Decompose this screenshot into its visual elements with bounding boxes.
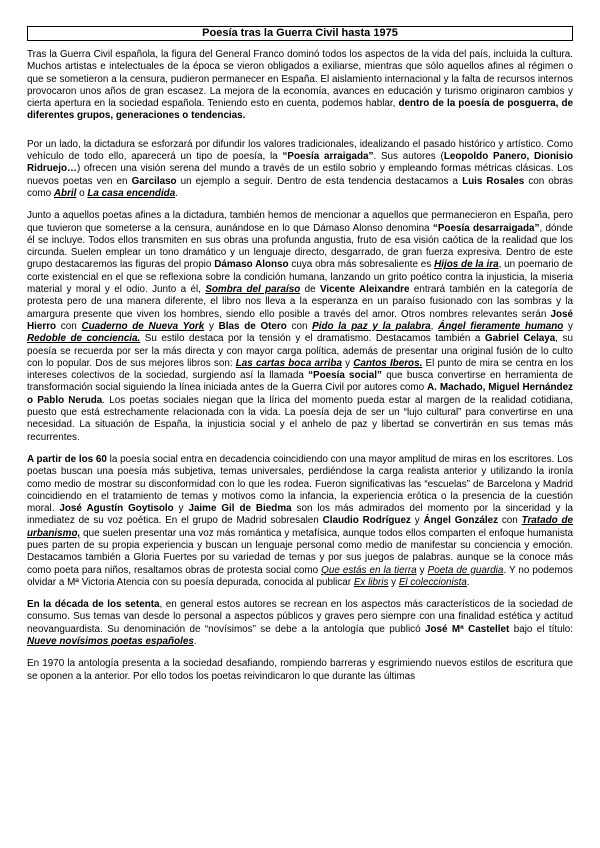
bold-span: Leopoldo Panero, Dionisio Ridruejo… xyxy=(27,151,573,175)
work-title: Tratado de urbanismo, xyxy=(27,515,573,539)
text-span: con obras como xyxy=(27,175,573,199)
work-title: La casa encendida xyxy=(87,187,176,199)
text-span: con xyxy=(286,320,313,332)
text-span: y xyxy=(204,320,219,332)
bold-span: En la década de los setenta xyxy=(27,599,160,611)
work-title: Ex libris xyxy=(353,576,389,588)
text-span: la poesía social entra en decadencia coincidiendo con una mayor amplitud de miras en los escritores. Los poetas buscan una poesía más subjetiva, temas universales, perdiéndose la carga realista anterior y utilizando la ironía como medio de mostrar su disconformidad con lo que les rodea. Fueron significativas las “escuelas” de Barcelona y Madrid coincidiendo en el tratamiento de temas y motivos como la infancia, la experiencia erótica o la presencia de la cuestión moral. xyxy=(27,453,573,515)
bold-span: Luis Rosales xyxy=(462,175,525,187)
paragraph-intro xyxy=(27,49,573,123)
text-span: Por un lado, la dictadura se esforzará por difundir los valores tradicionales, idealizando el pasado histórico y artístico. Como vehículo de todo ello, aparecerá un tipo de poesía, la xyxy=(27,138,573,163)
bold-span: José Mª Castellet xyxy=(424,623,510,635)
bold-span: “Poesía desarraigada” xyxy=(432,222,540,234)
text-span: que busca convertirse en herramienta de transformación social siguiendo la línea iniciada antes de la Guerra Civil por autores como xyxy=(27,370,574,394)
bold-span: Dámaso Alonso xyxy=(214,259,289,271)
work-title: Redoble de conciencia. xyxy=(27,333,141,345)
text-span: son los más admirados del momento por la sinceridad y la inmediatez de su voz poética. En el grupo de Madrid sobresalen xyxy=(27,503,573,527)
text-span: . xyxy=(175,187,178,199)
text-span: ) ofrecen una visión serena del mundo a través de un estilo sobrio y empleando formas métricas clásicas. Los nuevos poetas ven en xyxy=(27,163,573,187)
document-title: Poesía tras la Guerra Civil hasta 1975 xyxy=(27,26,573,41)
text-span: . Sus autores ( xyxy=(373,151,444,163)
text-span: y xyxy=(416,564,428,576)
work-title: Hijos de la ira xyxy=(434,259,499,271)
text-span: de xyxy=(300,284,320,296)
bold-span: Vicente Aleixandre xyxy=(320,284,410,296)
text-span: Su estilo destaca por la tensión y el dramatismo. Destacamos también a xyxy=(140,333,485,345)
work-title: El coleccionista xyxy=(398,576,467,588)
text-span: . Los poetas sociales niegan que la lírica del momento pueda estar al margen de la realidad cotidiana, puesto que está estrechamente relacionada con la vida. La poesía deja de ser un “lujo cultural” para convertirse en una necesidad. La situación de España, la injusticia social y el anhelo de paz y libertad se convertirán en sus temas más recurrentes. xyxy=(27,394,573,443)
text-span: , un poemario de corte existencial en el que se reflexiona sobre la condición humana, lanzando un grito poético contra la injusticia, la miseria material y moral y el odio. Junto a él, xyxy=(27,259,573,296)
document-page xyxy=(27,26,573,693)
work-title: Cuaderno de Nueva York xyxy=(81,320,205,332)
work-title: Nueve novísimos poetas españoles xyxy=(27,636,194,648)
text-span: bajo el título: xyxy=(509,623,574,635)
text-span: un ejemplo a seguir. Dentro de esta tendencia destacamos a xyxy=(176,175,463,187)
text-span: Junto a aquellos poetas afines a la dictadura, también hemos de mencionar a aquellos que permanecieron en España, pero que tuvieron que someterse a la censura, aunándose en lo que Dámaso Alonso denomina xyxy=(27,210,573,234)
text-span: o xyxy=(76,187,88,199)
text-span: . xyxy=(193,636,197,648)
bold-span: José Agustín Goytisolo xyxy=(59,503,174,515)
work-title: Pido la paz y la palabra xyxy=(312,320,431,332)
text-span: y xyxy=(563,320,573,332)
text-span: cuya obra más sobresaliente es xyxy=(288,259,435,271)
text-span: . Y no podemos olvidar a Mª Victoria Atencia con su poesía depurada, conocida al publicar xyxy=(27,564,573,588)
text-span: que suelen presentar una voz más romántica y metafísica, aunque todos ellos comparten el enfoque humanista pues parten de su propia experiencia y buscan un lenguaje personal como medio de manifestar su conciencia y emoción. Destacamos también a Gloria Fuertes por su variedad de temas y por sus juegos de palabras. aunque se la conoce más como poeta para niños, resaltamos obras de protesta social como xyxy=(27,527,573,576)
work-title: Cantos Iberos. xyxy=(353,357,423,369)
work-title: Poeta de guardia xyxy=(427,564,504,576)
bold-span: Gabriel Celaya xyxy=(484,333,556,345)
text-span: , su poesía se recuerda por ser la más directa y con mayor carga política, además de presentar una original fusión de lo culto con lo popular. Dos de sus mejores libros son: xyxy=(27,333,573,369)
paragraph-poesia-desarraigada xyxy=(27,210,573,444)
text-span: , dónde él se incluye. Todos ellos transmiten en sus obras una profunda angustia, fruto de esa visión caótica de la realidad que los circunda. Suelen emplear un tono dramático y un lenguaje directo, desgarrado, de gran fuerza expresiva. Dentro de este grupo destacaremos las figuras del propio xyxy=(27,222,574,271)
work-title: Que estás en la tierra xyxy=(321,564,417,576)
text-span: y xyxy=(388,576,399,588)
paragraph-anos-setenta xyxy=(27,599,573,648)
paragraph-1970 xyxy=(27,658,573,683)
text-span: entrará también en la categoría de protesta pero de una manera diferente, el libro nos lleva a la esperanza en un paraíso fusionado con las sombras y la amargura presente que viven los hombres, siendo ello posible a través del amor. Otros nombres relevantes serán xyxy=(27,284,574,320)
text-span: Tras la Guerra Civil española, la figura del General Franco dominó todos los aspectos de la vida del país, incluida la cultura. Muchos artistas e intelectuales de la época se vieron obligados a exiliarse, mientras que sólo aquellos afines al régimen o que se sometieron a la censura, pudieron permanecer en España. El aislamiento internacional y la falta de recursos internos provocaron unos años de gran escasez. La mejora de la economía, avances en educación y turismo originaron cambios y cierta apertura en la sociedad española. Teniendo esto en cuenta, podemos hablar, xyxy=(27,49,573,110)
work-title: Sombra del paraíso xyxy=(205,284,301,296)
bold-span: José Hierro xyxy=(27,308,573,332)
bold-span: dentro de la poesía de posguerra, de diferentes grupos, generaciones o tendencias. xyxy=(27,98,574,122)
bold-span: A partir de los 60 xyxy=(27,453,107,465)
work-title: Ángel fieramente humano xyxy=(438,320,564,332)
text-span: con xyxy=(56,320,82,332)
paragraph-poesia-arraigada xyxy=(27,139,573,200)
work-title: Las cartas boca arriba xyxy=(235,357,342,369)
text-span: . xyxy=(466,576,470,588)
work-title: Abril xyxy=(53,187,77,199)
bold-span: “Poesía arraigada” xyxy=(282,151,374,163)
text-span: y xyxy=(173,503,189,515)
bold-span: Jaime Gil de Biedma xyxy=(188,503,292,515)
text-span: , en general estos autores se recrean en los aspectos más característicos de la sociedad de consumo. Sus temas van desde lo personal a aspectos públicos y graves pero siempre con una finalidad estética y actitud neovanguardista. Su denominación de “novísimos” se debe a la antología que publicó xyxy=(27,599,574,635)
bold-span: Garcilaso xyxy=(131,175,177,187)
text-span: El punto de mira se centra en los intereses colectivos de la sociedad, surgiendo así la llamada xyxy=(27,357,574,382)
bold-span: A. Machado, Miguel Hernández o Pablo Neruda xyxy=(27,382,573,406)
bold-span: Blas de Otero xyxy=(218,320,287,332)
text-span: En 1970 la antología presenta a la sociedad desafiando, rompiendo barreras y esgrimiendo nuevos estilos de escritura que se oponen a la anterior. Por ello todos los poetas reivindicaron lo que durante las últimas xyxy=(27,658,573,682)
bold-span: Ángel González xyxy=(423,515,499,527)
paragraph-anos-sesenta xyxy=(27,454,573,589)
text-span: y xyxy=(341,357,354,369)
text-span: , xyxy=(430,320,439,332)
bold-span: Claudio Rodríguez xyxy=(322,515,411,527)
text-span: y xyxy=(410,515,424,527)
text-span: con xyxy=(498,515,522,527)
bold-span: “Poesía social” xyxy=(308,370,382,382)
